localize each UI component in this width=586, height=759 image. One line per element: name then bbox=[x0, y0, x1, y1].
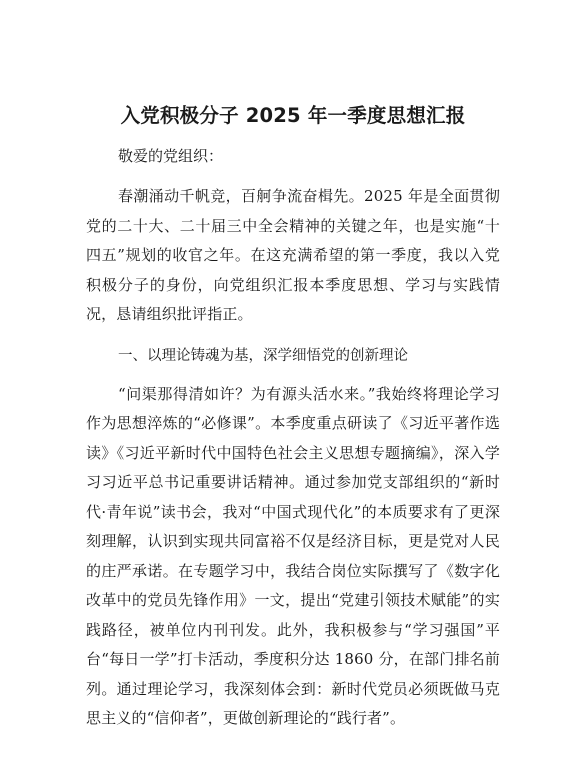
section-heading: 一、以理论铸魂为基，深学细悟党的创新理论 bbox=[118, 347, 408, 364]
document-title: 入党积极分子 2025 年一季度思想汇报 bbox=[120, 104, 466, 127]
salutation: 敬爱的党组织： bbox=[118, 147, 224, 165]
intro-paragraph: 春潮涌动千帆竞，百舸争流奋楫先。2025 年是全面贯彻党的二十大、二十届三中全会精神的关键之年，也是实施“十四五”规划的收官之年。在这充满希望的第一季度，我以入党积极分子的身份，向党组织汇报本季度思想、学习与实践情况，恳请组织批评指正。 bbox=[86, 187, 500, 323]
section-body-paragraph: “问渠那得清如许？为有源头活水来。”我始终将理论学习作为思想淬炼的“必修课”。本季度重点研读了《习近平著作选读》《习近平新时代中国特色社会主义思想专题摘编》，深入学习习近平总书记重要讲话精神。通过参加党支部组织的“新时代·青年说”读书会，我对“中国式现代化”的本质要求有了更深刻理解，认识到实现共同富裕不仅是经济目标，更是党对人民的庄严承诺。在专题学习中，我结合岗位实际撰写了《数字化改革中的党员先锋作用》一文，提出“党建引领技术赋能”的实践路径，被单位内刊刊发。此外，我积极参与“学习强国”平台“每日一学”打卡活动，季度积分达 1860 分，在部门排名前列。通过理论学习，我深刻体会到：新时代党员必须既做马克思主义的“信仰者”，更做创新理论的“践行者”。 bbox=[86, 384, 500, 727]
